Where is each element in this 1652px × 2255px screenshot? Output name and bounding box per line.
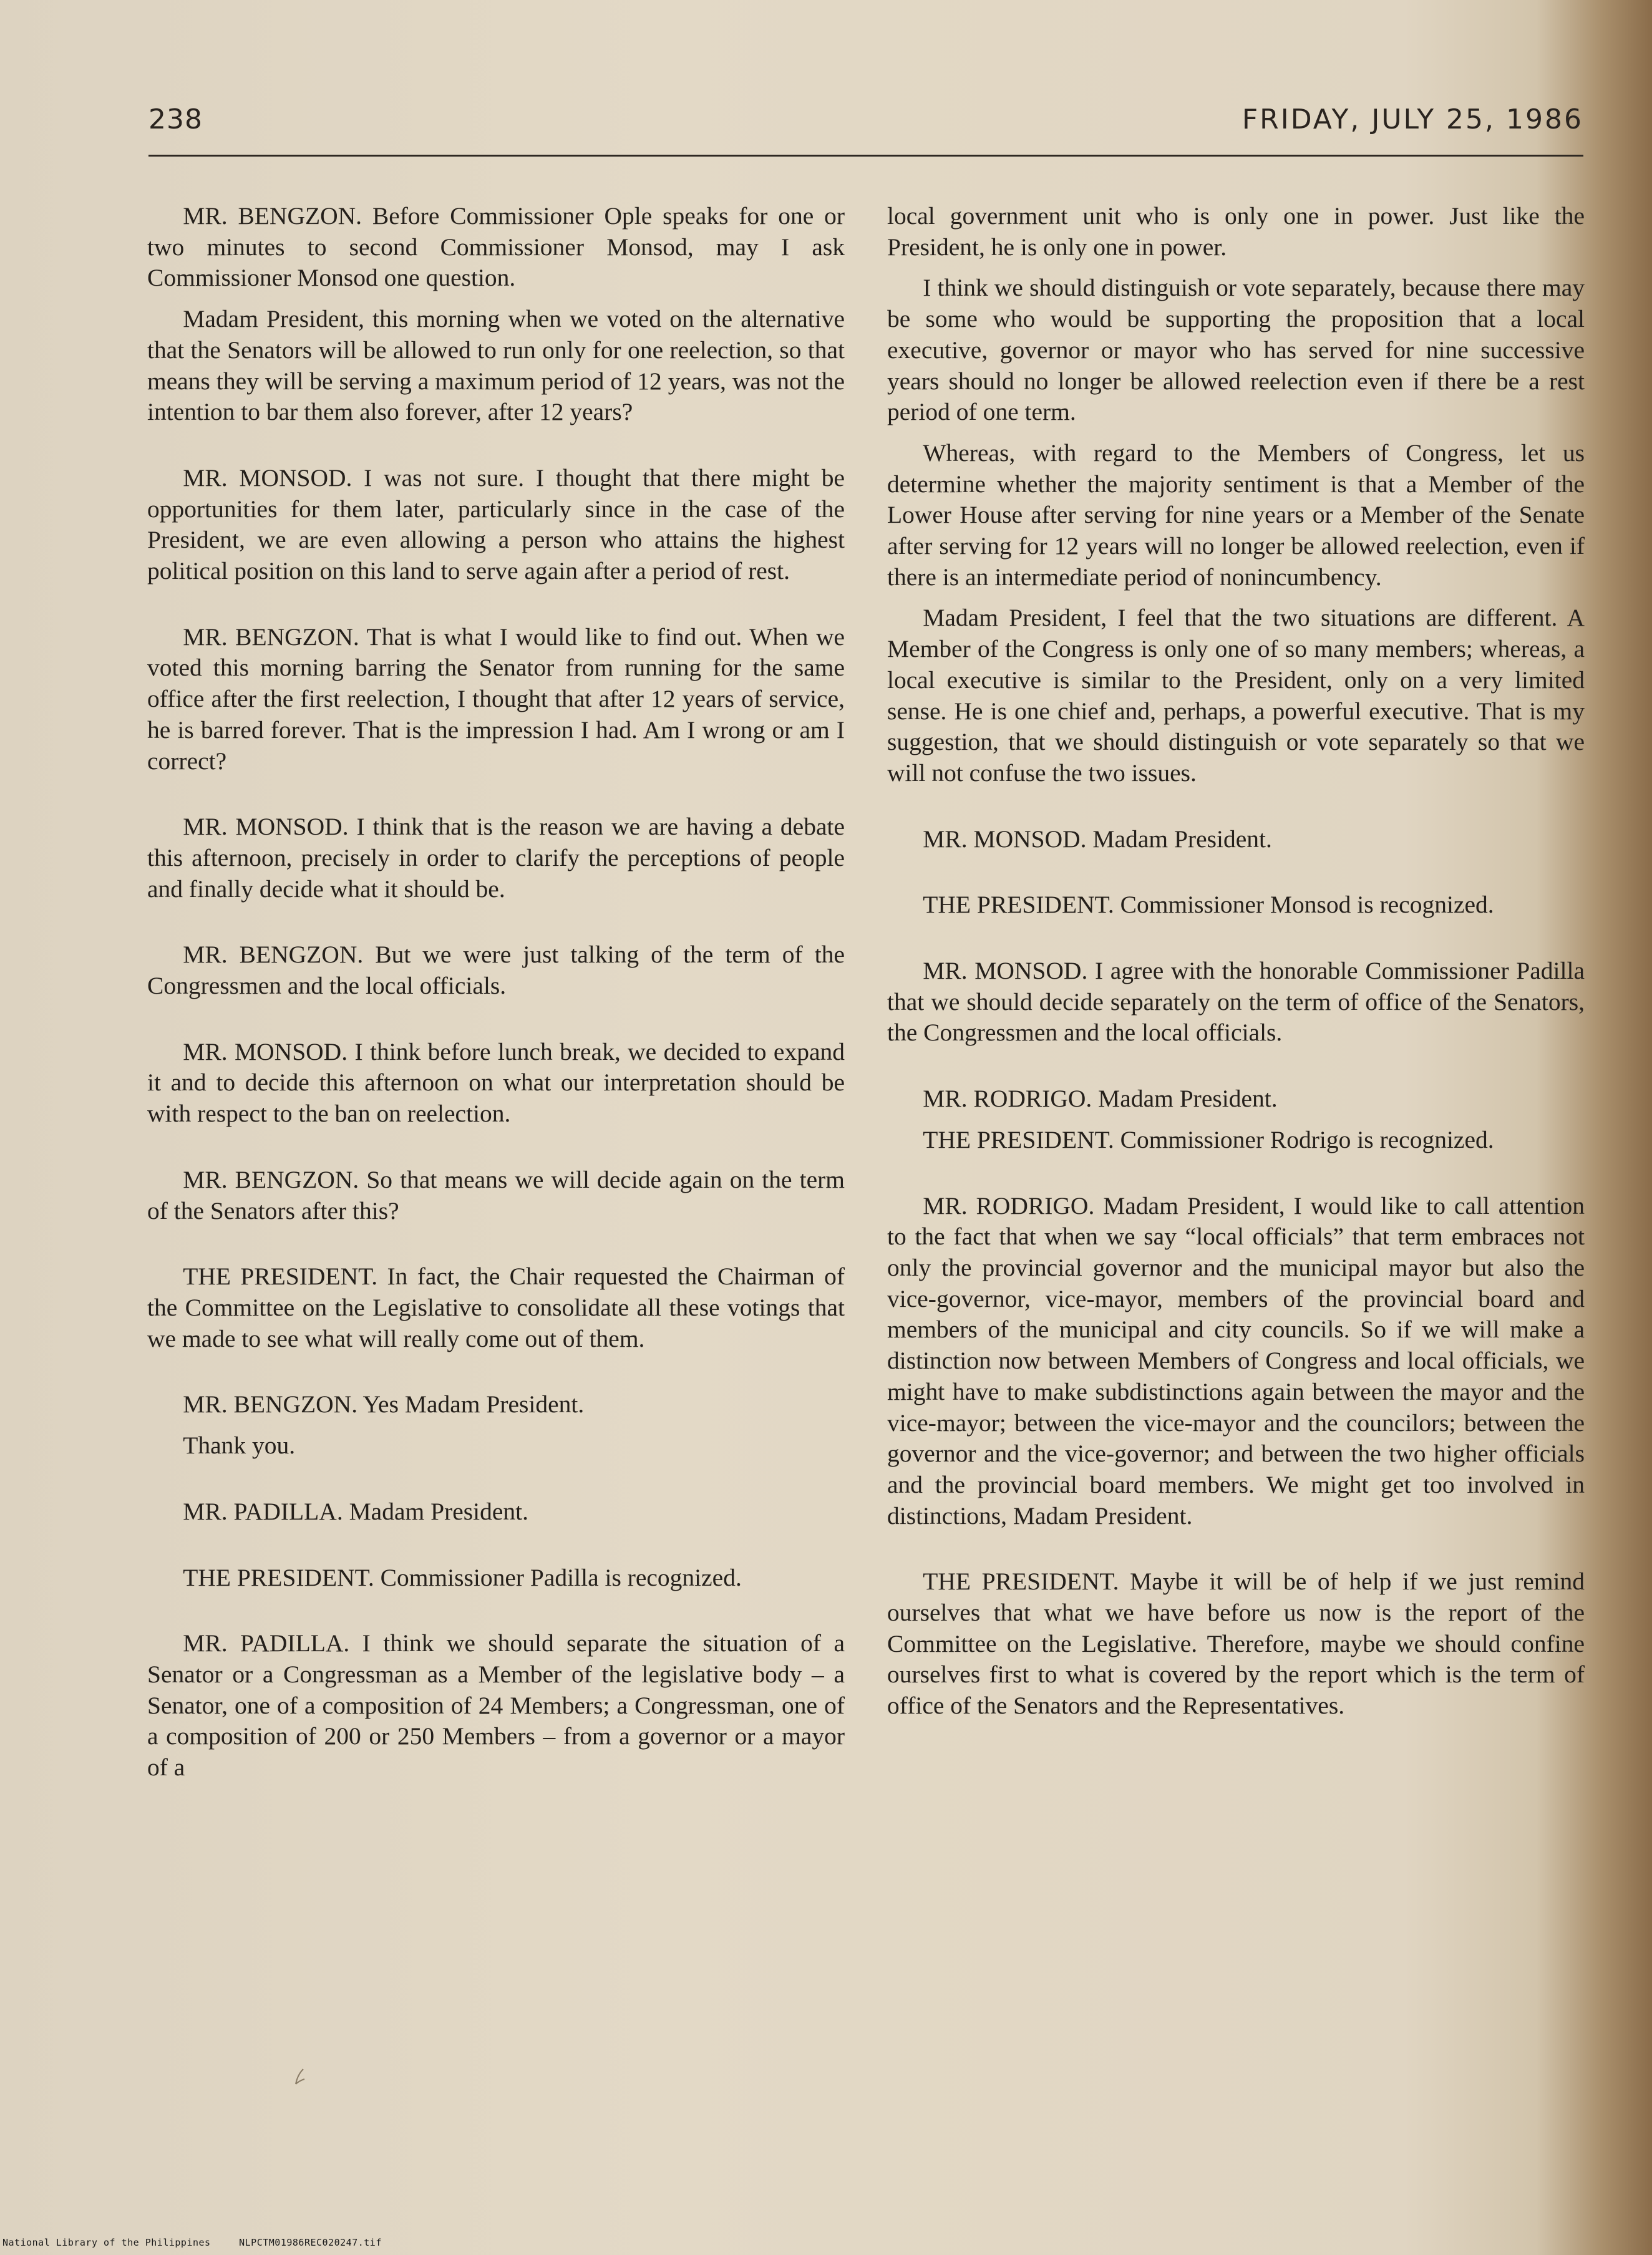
paragraph: MR. MONSOD. Madam President. bbox=[923, 825, 1272, 853]
paragraph: MR. BENGZON. That is what I would like to find out. When we voted this morning barring the Senator from running for the same office after the first reelection, I thought that after 12 years of service, he is barred forever. That is the impression I had. Am I wrong or am I correct? bbox=[147, 623, 845, 775]
paragraph: MR. RODRIGO. Madam President. bbox=[923, 1085, 1278, 1113]
paragraph: I think we should distinguish or vote separately, because there may be some who would be supporting the proposition that a local executive, governor or mayor who has served for nine successive years should no longer be allowed reelection even if there be a rest period of one term. bbox=[887, 274, 1585, 426]
paragraph: THE PRESIDENT. Commissioner Rodrigo is recognized. bbox=[923, 1125, 1494, 1153]
page-number: 238 bbox=[148, 104, 203, 135]
paragraph: MR. BENGZON. But we were just talking of the term of the Congressmen and the local officials. bbox=[147, 941, 845, 1000]
paragraph: Whereas, with regard to the Members of Congress, let us determine whether the majority sentiment is that a Member of the Lower House after serving for nine years or a Member of the Senate after serving for 12 years will no longer be allowed reelection, even if there is an intermediate period of nonincumbency. bbox=[887, 439, 1585, 591]
paragraph: MR. MONSOD. I was not sure. I thought that there might be opportunities for them later, particularly since in the case of the President, we are even allowing a person who attains the highest political position on this land to serve again after a period of rest. bbox=[147, 463, 845, 585]
library-label: National Library of the Philippines bbox=[2, 2237, 211, 2248]
paragraph: MR. RODRIGO. Madam President, I would like to call attention to the fact that when we say “local officials” that term embraces not only the provincial governor and the municipal mayor but also the vice-governor, vice-mayor, members of the provincial board and members of the municipal and city councils. So if we will make a distinction now between Members of Congress and local officials, we might have to make subdistinctions again between the mayor and the vice-mayor; between the vice-mayor and the councilors; between the governor and the vice-governor; and between the two higher officials and the provincial board members. We might get too involved in distinctions, Madam President. bbox=[887, 1191, 1585, 1530]
paragraph: MR. BENGZON. Yes Madam President. bbox=[183, 1390, 585, 1418]
file-name-label: NLPCTM01986REC020247.tif bbox=[239, 2237, 382, 2248]
paragraph: THE PRESIDENT. Maybe it will be of help if we just remind ourselves that what we have before us now is the report of the Committee on the Legislative. Therefore, maybe we should confine ourselves first to what is covered by the report which is the term of office of the Senators and the Representatives. bbox=[887, 1568, 1585, 1720]
paragraph: Madam President, I feel that the two situations are different. A Member of the Congress is only one of so many members; whereas, a local executive is similar to the President, only on a very limited sense. He is one chief and, perhaps, a powerful executive. That is my suggestion, that we should distinguish or vote separately so that we will not confuse the two issues. bbox=[887, 604, 1585, 787]
paragraph: Thank you. bbox=[183, 1432, 296, 1460]
paragraph: MR. MONSOD. I agree with the honorable Commissioner Padilla that we should decide separately on the term of office of the Senators, the Congressmen and the local officials. bbox=[887, 957, 1585, 1047]
paragraph: MR. MONSOD. I think that is the reason we are having a debate this afternoon, precisely in order to clarify the perceptions of people and finally decide what it should be. bbox=[147, 813, 845, 903]
left-column bbox=[147, 201, 845, 1783]
paragraph: MR. MONSOD. I think before lunch break, we decided to expand it and to decide this afternoon on what our interpretation should be with respect to the ban on reelection. bbox=[147, 1037, 845, 1128]
paragraph: MR. BENGZON. So that means we will decide again on the term of the Senators after this? bbox=[147, 1165, 845, 1224]
paragraph: local government unit who is only one in power. Just like the President, he is only one in power. bbox=[887, 202, 1585, 261]
paragraph: MR. BENGZON. Before Commissioner Ople speaks for one or two minutes to second Commissioner Monsod, may I ask Commissioner Monsod one question. bbox=[147, 202, 845, 292]
ink-mark bbox=[293, 2068, 307, 2087]
paragraph: THE PRESIDENT. Commissioner Padilla is recognized. bbox=[183, 1563, 742, 1591]
paragraph: THE PRESIDENT. In fact, the Chair requested the Chairman of the Committee on the Legislative to consolidate all these votings that we made to see what will really come out of them. bbox=[147, 1263, 845, 1352]
header-rule bbox=[148, 155, 1583, 157]
right-column bbox=[887, 201, 1585, 1722]
paragraph: MR. PADILLA. I think we should separate the situation of a Senator or a Congressman as a Member of the legislative body – a Senator, one of a composition of 24 Members; a Congressman, one of a composition of 200 or 250 Members – from a governor or a mayor of a bbox=[147, 1629, 845, 1782]
page-header bbox=[148, 100, 1583, 150]
scan-footer bbox=[2, 2237, 404, 2248]
paragraph: MR. PADILLA. Madam President. bbox=[183, 1497, 528, 1525]
page-date: FRIDAY, JULY 25, 1986 bbox=[1241, 104, 1583, 135]
paragraph: THE PRESIDENT. Commissioner Monsod is recognized. bbox=[923, 891, 1494, 919]
paragraph: Madam President, this morning when we voted on the alternative that the Senators will be allowed to run only for one reelection, so that means they will be serving a maximum period of 12 years, was not the intention to bar them also forever, after 12 years? bbox=[147, 305, 845, 426]
